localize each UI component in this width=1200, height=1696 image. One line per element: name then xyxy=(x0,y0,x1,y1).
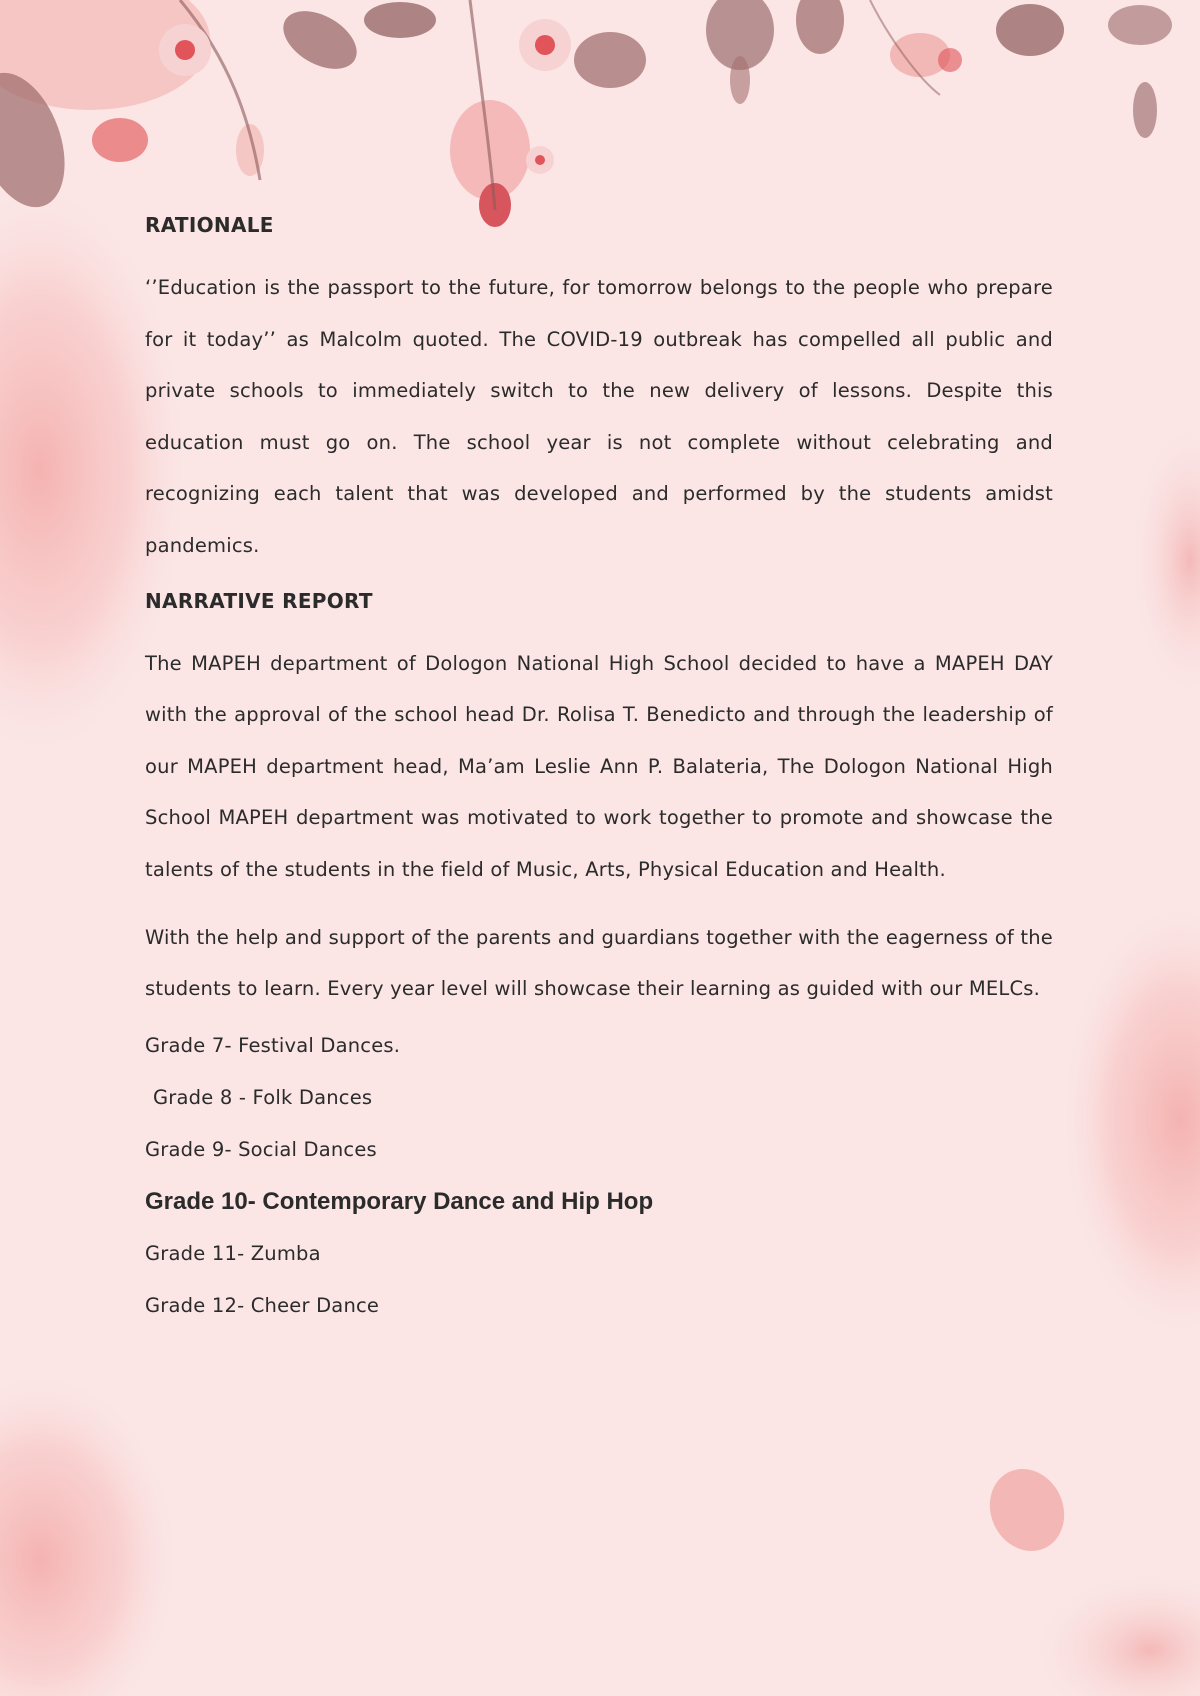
narrative-paragraph-2: With the help and support of the parents and guardians together with the eagerness of the students to learn. Every year level will showcase their learning as guided with our MELCs. xyxy=(145,925,1053,1001)
document-body xyxy=(145,200,1053,1345)
rationale-heading: RATIONALE xyxy=(145,213,274,237)
rationale-paragraph: ‘’Education is the passport to the future, for tomorrow belongs to the people who prepare for it today’’ as Malcolm quoted. The COVID-19 outbreak has compelled all public and private schools to immediately switch to the new delivery of lessons. Despite this education must go on. The school year is not complete without celebrating and recognizing each talent that was developed and performed by the students amidst pandemics. xyxy=(145,276,1053,557)
petal-bottom-right xyxy=(977,1457,1078,1564)
grade-item: Grade 11- Zumba xyxy=(145,1241,321,1265)
grade-item: Grade 10- Contemporary Dance and Hip Hop xyxy=(145,1187,654,1215)
rose-right-mid xyxy=(1060,900,1200,1340)
top-floral-border xyxy=(0,0,1172,227)
grade-item: Grade 9- Social Dances xyxy=(145,1137,377,1161)
grade-list xyxy=(145,1033,1053,1319)
narrative-paragraph-1: The MAPEH department of Dologon National High School decided to have a MAPEH DAY with the approval of the school head Dr. Rolisa T. Benedicto and through the leadership of our MAPEH department head, Ma’am Leslie Ann P. Balateria, The Dologon National High School MAPEH department was motivated to work together to promote and showcase the talents of the students in the field of Music, Arts, Physical Education and Health. xyxy=(145,651,1053,881)
grade-item: Grade 8 - Folk Dances xyxy=(153,1085,373,1109)
rose-left-bottom xyxy=(0,1370,180,1696)
rose-bottom-right-glow xyxy=(1030,1570,1200,1696)
narrative-heading: NARRATIVE REPORT xyxy=(145,588,373,613)
grade-item: Grade 12- Cheer Dance xyxy=(145,1293,380,1317)
rose-right-upper xyxy=(1130,420,1200,700)
grade-item: Grade 7- Festival Dances. xyxy=(145,1033,401,1057)
